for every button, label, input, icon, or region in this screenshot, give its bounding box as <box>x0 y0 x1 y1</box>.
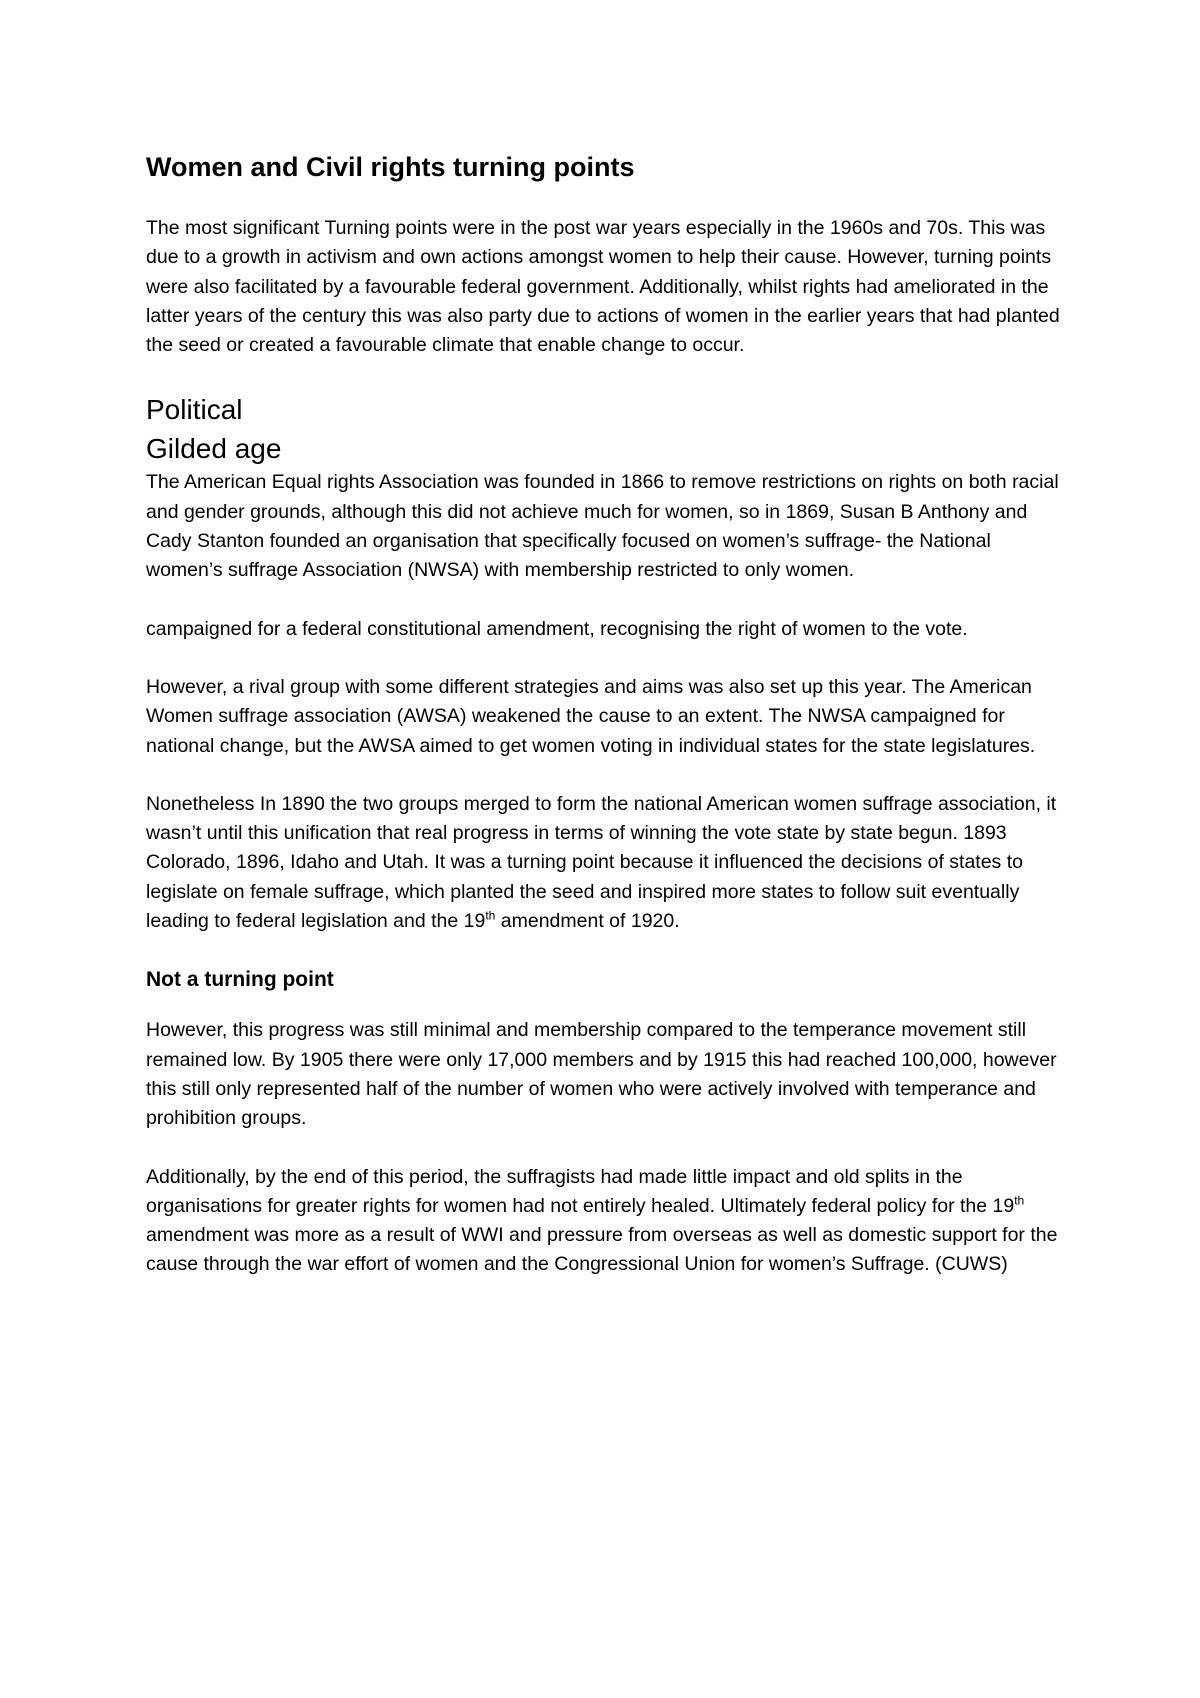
paragraph-membership: However, this progress was still minimal and membership compared to the temperance movement still remained low. By 1905 there were only 17,000 members and by 1915 this had reached 100,000, however this still only represented half of the number of women who were actively involved with temperance and prohibition groups. <box>146 1019 1057 1130</box>
paragraph-conclusion-text: Additionally, by the end of this period, the suffragists had made little impact and old splits in the organisations for greater rights for women had not entirely healed. Ultimately federal policy for the 19 <box>146 1165 1015 1217</box>
paragraph-merger <box>146 790 1066 936</box>
paragraph-conclusion-end: amendment was more as a result of WWI and pressure from overseas as well as domestic support for the cause through the war effort of women and the Congressional Union for women’s Suffrage. (CUWS) <box>146 1224 1058 1276</box>
heading-political: Political <box>146 394 243 426</box>
paragraph-rival-group: However, a rival group with some different strategies and aims was also set up this year. The American Women suffrage association (AWSA) weakened the cause to an extent. The NWSA campaigned for national change, but the AWSA aimed to get women voting in individual states for the state legislatures. <box>146 675 1036 757</box>
document-page <box>146 150 1066 1280</box>
paragraph-merger-text: Nonetheless In 1890 the two groups merged to form the national American women suffrage association, it wasn’t until this unification that real progress in terms of winning the vote state by state begun. 1893 Colorado, 1896, Idaho and Utah. It was a turning point because it influenced the decisions of states to legislate on female suffrage, which planted the seed and inspired more states to follow suit eventually leading to federal legislation and the 19 <box>146 792 1057 933</box>
intro-paragraph: The most significant Turning points were in the post war years especially in the 1960s and 70s. This was due to a growth in activism and own actions amongst women to help their cause. However, turning points were also facilitated by a favourable federal government. Additionally, whilst rights had ameliorated in the latter years of the century this was also party due to actions of women in the earlier years that had planted the seed or created a favourable climate that enable change to occur. <box>146 217 1060 357</box>
paragraph-federal-amendment: campaigned for a federal constitutional amendment, recognising the right of women to the vote. <box>146 617 968 640</box>
heading-gilded-age: Gilded age <box>146 433 282 465</box>
paragraph-conclusion <box>146 1163 1066 1280</box>
ordinal-suffix: th <box>1014 1193 1025 1208</box>
paragraph-aera-founding: The American Equal rights Association was founded in 1866 to remove restrictions on rights on both racial and gender grounds, although this did not achieve much for women, so in 1869, Susan B Anthony and Cady Stanton founded an organisation that specifically focused on women’s suffrage- the National women’s suffrage Association (NWSA) with membership restricted to only women. <box>146 471 1059 582</box>
paragraph-merger-end: amendment of 1920. <box>495 910 680 933</box>
heading-not-turning-point: Not a turning point <box>146 968 334 992</box>
ordinal-suffix: th <box>485 908 496 923</box>
document-title: Women and Civil rights turning points <box>146 152 635 182</box>
